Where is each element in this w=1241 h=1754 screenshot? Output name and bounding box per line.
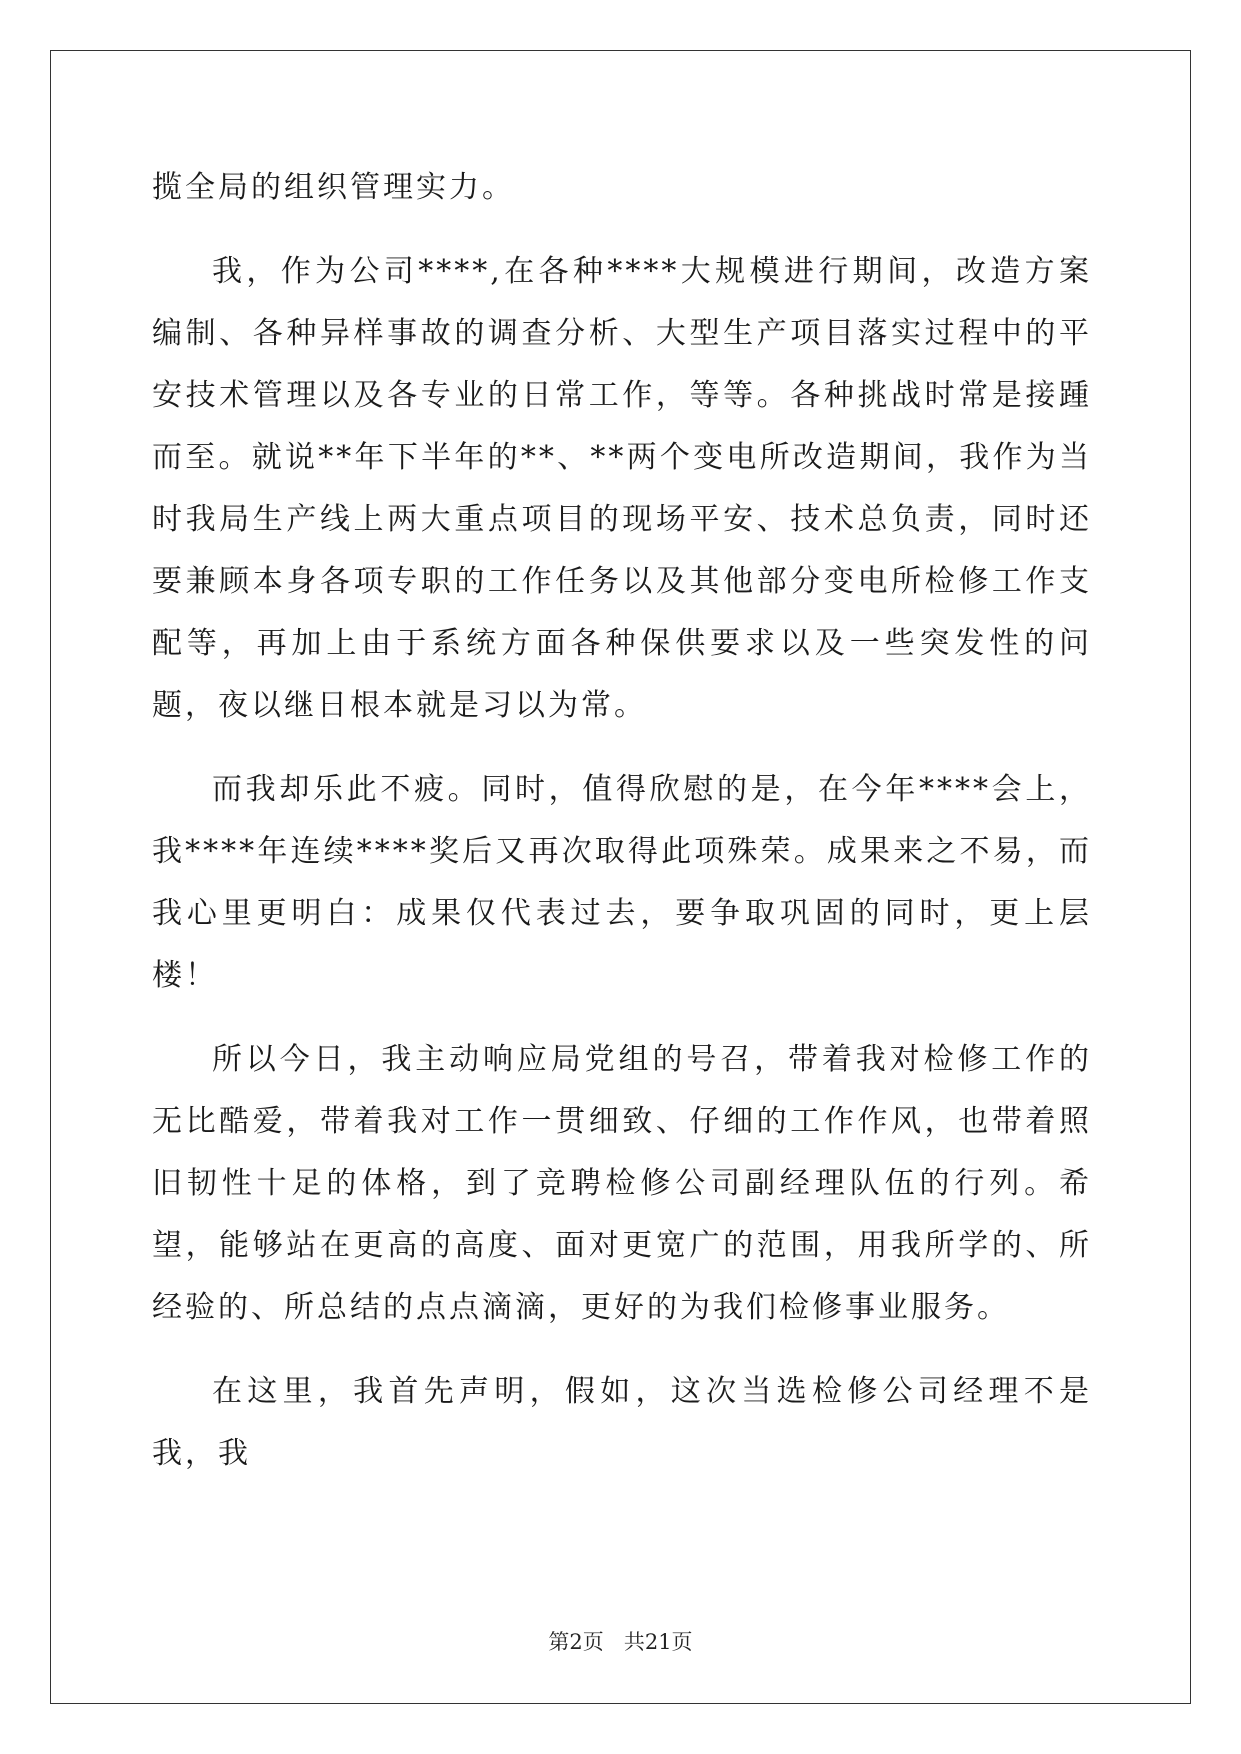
paragraph: 而我却乐此不疲。同时，值得欣慰的是，在今年****会上，我****年连续****奖后又再次取得此项殊荣。成果来之不易，而我心里更明白：成果仅代表过去，要争取巩固的同时，更上层楼！	[152, 772, 1092, 993]
page-number: 第2页	[548, 1630, 604, 1654]
paragraph: 在这里，我首先声明，假如，这次当选检修公司经理不是我，我	[152, 1374, 1092, 1471]
page-total: 共21页	[623, 1630, 693, 1654]
paragraph: 我，作为公司****,在各种****大规模进行期间，改造方案编制、各种异样事故的调查分析、大型生产项目落实过程中的平安技术管理以及各专业的日常工作，等等。各种挑战时常是接踵而至。就说**年下半年的**、**两个变电所改造期间，我作为当时我局生产线上两大重点项目的现场平安、技术总负责，同时还要兼顾本身各项专职的工作任务以及其他部分变电所检修工作支配等，再加上由于系统方面各种保供要求以及一些突发性的问题，夜以继日根本就是习以为常。	[152, 254, 1092, 723]
document-body	[152, 157, 1092, 1507]
paragraph: 所以今日，我主动响应局党组的号召，带着我对检修工作的无比酷爱，带着我对工作一贯细致、仔细的工作作风，也带着照旧韧性十足的体格，到了竞聘检修公司副经理队伍的行列。希望，能够站在更高的高度、面对更宽广的范围，用我所学的、所经验的、所总结的点点滴滴，更好的为我们检修事业服务。	[152, 1042, 1092, 1325]
page-footer	[0, 1626, 1241, 1656]
paragraph-continuation: 揽全局的组织管理实力。	[152, 170, 515, 205]
